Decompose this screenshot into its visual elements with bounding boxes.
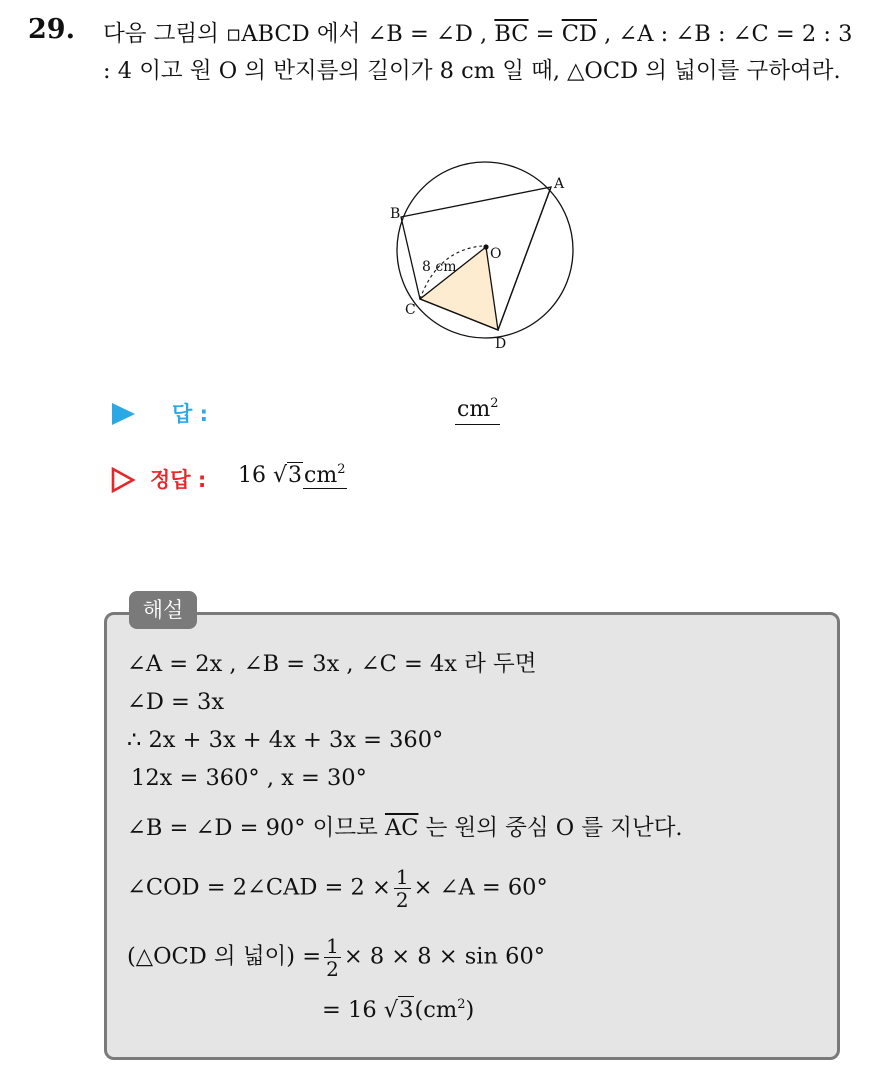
correct-answer-row — [110, 460, 570, 500]
correct-answer-unit: cm — [304, 463, 338, 488]
fraction-denominator-2: 2 — [326, 957, 339, 981]
circle-figure — [378, 150, 590, 360]
label-c: C — [405, 302, 416, 318]
label-b: B — [390, 206, 401, 222]
explanation-line-5 — [127, 814, 683, 842]
explanation-line-2: ∠D = 3x — [127, 689, 225, 715]
answer-unit-exp: 2 — [490, 396, 499, 411]
segment-bc: $\overline{BC}$ — [494, 21, 529, 47]
label-radius: 8 cm — [422, 259, 457, 275]
answer-label: 답 : — [172, 402, 208, 426]
correct-answer-coef: 16 — [238, 463, 273, 488]
label-d: D — [495, 336, 507, 352]
equals-sign: = — [528, 21, 562, 47]
explanation-line-7 — [127, 935, 545, 980]
question-text — [103, 16, 863, 90]
correct-answer-label: 정답 : — [150, 468, 207, 492]
explanation-line-4: 12x = 360° , x = 30° — [131, 765, 367, 791]
explanation-line-3: ∴ 2x + 3x + 4x + 3x = 360° — [127, 727, 444, 753]
correct-answer-value — [238, 462, 347, 490]
explanation-line-8-radicand: 3 — [399, 997, 414, 1023]
explanation-line-8-exp: 2 — [457, 997, 466, 1012]
center-point-o — [483, 244, 488, 249]
explanation-line-8 — [322, 996, 474, 1024]
explanation-line-1: ∠A = 2x , ∠B = 3x , ∠C = 4x 라 두면 — [127, 651, 537, 677]
fraction-half-2 — [324, 935, 341, 980]
label-o: O — [490, 246, 502, 262]
diagonal-ad — [498, 187, 551, 330]
explanation-line-8c: ) — [465, 997, 475, 1023]
correct-answer-unit-exp: 2 — [337, 462, 346, 477]
sqrt-icon: √ — [273, 463, 288, 488]
explanation-line-6 — [127, 866, 548, 911]
fraction-numerator-2: 1 — [326, 934, 339, 958]
outline-triangle-icon — [110, 467, 136, 493]
explanation-line-7a: (△OCD 의 넓이) = — [127, 943, 322, 970]
question-number: 29. — [28, 14, 75, 45]
explanation-line-8a: = 16 — [322, 997, 384, 1023]
fraction-denominator: 2 — [395, 888, 409, 912]
label-a: A — [554, 176, 565, 192]
explanation-line-6b: × ∠A = 60° — [413, 874, 548, 901]
explanation-line-5b: 는 원의 중심 O 를 지난다. — [418, 815, 683, 841]
play-triangle-icon — [110, 402, 136, 426]
question-text-part2: , ∠A : ∠B : ∠C = 2 : 3 : 4 이고 원 O 의 반지름의 길이가 8 cm 일 때, △OCD 의 넓이를 구하여라. — [103, 21, 853, 84]
explanation-line-5a: ∠B = ∠D = 90° 이므로 — [127, 815, 385, 841]
answer-row — [110, 394, 570, 434]
explanation-line-6a: ∠COD = 2∠CAD = 2 × — [127, 874, 391, 901]
correct-answer-radicand: 3 — [288, 463, 303, 488]
explanation-tab: 해설 — [129, 591, 197, 629]
answer-unit: cm — [457, 397, 491, 422]
segment-ac: $\overline{AC}$ — [384, 815, 419, 841]
correct-answer-unit-wrap — [303, 463, 346, 489]
explanation-line-7b: × 8 × 8 × sin 60° — [343, 943, 546, 970]
fraction-numerator: 1 — [395, 865, 409, 889]
explanation-line-8b: (cm — [414, 997, 458, 1023]
question-text-part1: 다음 그림의 ▫ABCD 에서 ∠B = ∠D , — [103, 21, 495, 47]
sqrt-icon-2: √ — [383, 997, 399, 1023]
segment-cd: $\overline{CD}$ — [561, 21, 597, 47]
answer-blank[interactable] — [455, 396, 500, 425]
fraction-half — [394, 866, 411, 911]
